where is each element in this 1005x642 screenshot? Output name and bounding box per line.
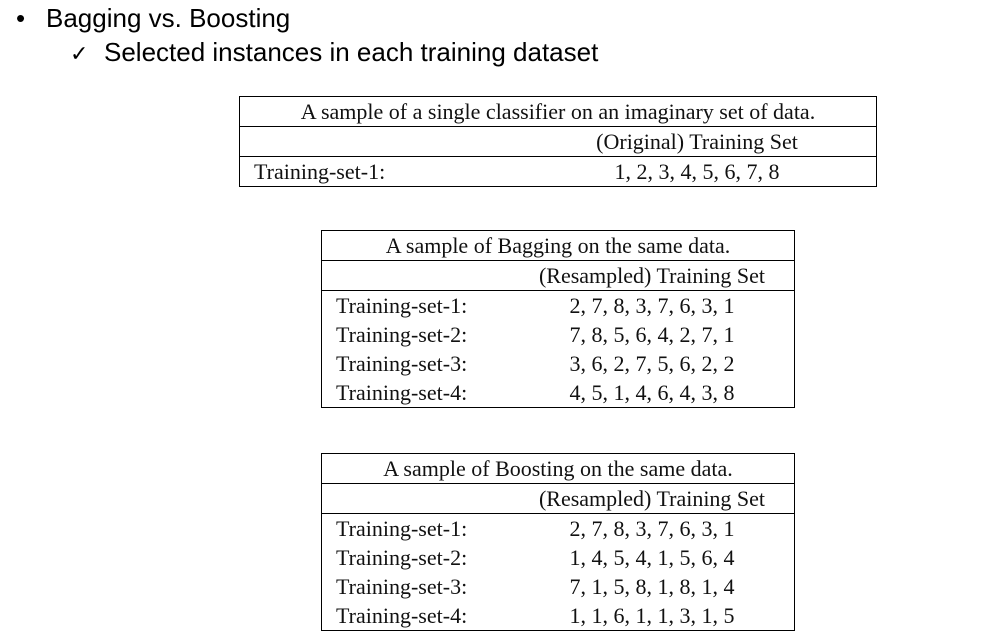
table-row — [322, 320, 795, 349]
row-values: 1, 1, 6, 1, 1, 3, 1, 5 — [569, 603, 735, 628]
table-caption-row — [240, 97, 877, 127]
table-row — [322, 349, 795, 378]
bullet-text: Bagging vs. Boosting — [46, 3, 291, 33]
table-caption-row — [322, 454, 795, 484]
table-header-row — [240, 127, 877, 157]
row-label: Training-set-1: — [336, 516, 468, 541]
table-row — [322, 543, 795, 572]
table-header-empty — [322, 261, 511, 291]
table-row — [322, 572, 795, 601]
table-row — [240, 157, 877, 187]
row-label: Training-set-1: — [254, 159, 386, 184]
table-header: (Resampled) Training Set — [510, 261, 795, 291]
bullet-icon: • — [16, 3, 26, 33]
row-values: 1, 4, 5, 4, 1, 5, 6, 4 — [569, 545, 735, 570]
sub-bullet-selected-instances — [70, 37, 598, 70]
boosting-table — [321, 453, 795, 631]
row-values: 7, 1, 5, 8, 1, 8, 1, 4 — [569, 574, 735, 599]
table-caption-row — [322, 231, 795, 261]
table-header-empty — [240, 127, 519, 157]
table-caption: A sample of Bagging on the same data. — [322, 231, 795, 261]
row-values: 3, 6, 2, 7, 5, 6, 2, 2 — [569, 351, 735, 376]
table-header: (Original) Training Set — [518, 127, 877, 157]
row-values: 2, 7, 8, 3, 7, 6, 3, 1 — [569, 293, 735, 318]
row-values: 4, 5, 1, 4, 6, 4, 3, 8 — [569, 380, 735, 405]
row-values: 1, 2, 3, 4, 5, 6, 7, 8 — [614, 159, 780, 184]
table-header-empty — [322, 484, 511, 514]
table-caption: A sample of a single classifier on an imaginary set of data. — [240, 97, 877, 127]
table-header: (Resampled) Training Set — [510, 484, 795, 514]
sub-bullet-text: Selected instances in each training dataset — [104, 37, 599, 67]
checkmark-icon: ✓ — [70, 42, 89, 67]
table-row — [322, 291, 795, 321]
table-header-row — [322, 484, 795, 514]
row-label: Training-set-4: — [336, 380, 468, 405]
row-label: Training-set-3: — [336, 351, 468, 376]
row-label: Training-set-3: — [336, 574, 468, 599]
row-label: Training-set-4: — [336, 603, 468, 628]
row-values: 7, 8, 5, 6, 4, 2, 7, 1 — [569, 322, 735, 347]
bagging-table — [321, 230, 795, 408]
table-row — [322, 601, 795, 631]
row-values: 2, 7, 8, 3, 7, 6, 3, 1 — [569, 516, 735, 541]
row-label: Training-set-2: — [336, 545, 468, 570]
table-header-row — [322, 261, 795, 291]
single-classifier-table — [239, 96, 877, 187]
table-row — [322, 378, 795, 408]
table-caption: A sample of Boosting on the same data. — [322, 454, 795, 484]
table-row — [322, 514, 795, 544]
row-label: Training-set-2: — [336, 322, 468, 347]
row-label: Training-set-1: — [336, 293, 468, 318]
bullet-bagging-vs-boosting — [16, 3, 290, 33]
